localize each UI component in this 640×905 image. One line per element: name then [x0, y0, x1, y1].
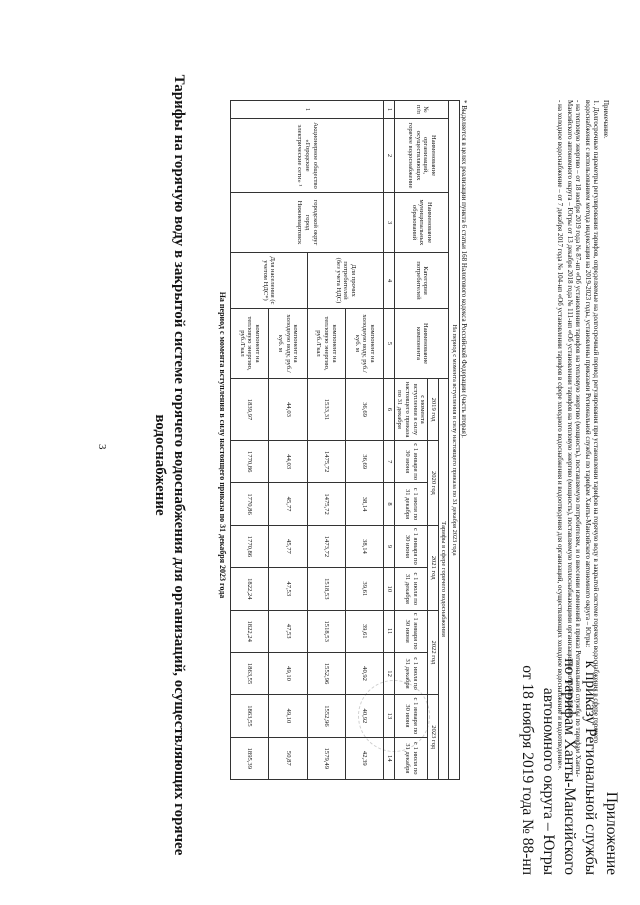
year-2020: 2020 год — [428, 441, 439, 526]
appendix-line: от 18 ноября 2019 года № 88-нп — [519, 665, 536, 875]
header-category: Категория потребителей — [394, 253, 449, 309]
value-cell: 1552,96 — [307, 652, 345, 694]
appendix-line: по тарифам Ханты-Мансийского — [561, 658, 578, 875]
value-cell: 45,77 — [269, 525, 307, 567]
value-cell: 1863,55 — [231, 695, 269, 737]
component: компонент на холодную воду, руб./куб. м — [345, 309, 383, 379]
value-cell: 1533,31 — [307, 379, 345, 441]
notes-block — [554, 100, 610, 780]
value-cell: 1579,49 — [307, 737, 345, 779]
col-num: 12 — [384, 652, 395, 694]
period-cell: с 1 июля по 31 декабря — [394, 652, 427, 694]
col-num: 6 — [384, 379, 395, 441]
value-cell: 1770,86 — [231, 525, 269, 567]
value-cell: 1839,97 — [231, 379, 269, 441]
value-cell: 1475,72 — [307, 441, 345, 483]
col-num: 4 — [384, 253, 395, 309]
category-population: Для населения (с учетом НДС*) — [231, 253, 308, 309]
period-cell: с 1 июля по 31 декабря — [394, 737, 427, 779]
year-2023: 2023 год — [428, 695, 439, 780]
period-cell: с момента вступления в силу настоящего приказа по 31 декабря — [394, 379, 427, 441]
value-cell: 38,14 — [345, 483, 383, 525]
value-cell: 39,61 — [345, 610, 383, 652]
value-cell: 42,39 — [345, 737, 383, 779]
tariff-table-wrap — [230, 100, 460, 780]
col-num: 13 — [384, 695, 395, 737]
value-cell: 1863,55 — [231, 652, 269, 694]
header-mun: Наименование муниципальных образований — [394, 193, 449, 253]
value-cell: 39,61 — [345, 568, 383, 610]
value-cell: 40,92 — [345, 695, 383, 737]
col-num: 9 — [384, 525, 395, 567]
value-cell: 1475,72 — [307, 483, 345, 525]
col-num: 1 — [384, 101, 395, 119]
note-item: - на холодное водоснабжение – от 7 декабря 2017 года № 104-нп «Об установлении тарифов в сфере холодного водоснабжения и водоотведения для организаций, осуществляющих холодное водоснабжение и водоотведение». — [556, 100, 565, 771]
component: компонент на тепловую энергию, руб./Гкал — [231, 309, 269, 379]
org-name: Акционерное общество «Городские электрические сети» ¹ — [231, 119, 384, 193]
value-cell: 36,69 — [345, 379, 383, 441]
value-cell: 38,14 — [345, 525, 383, 567]
value-cell: 1770,86 — [231, 483, 269, 525]
category-other: Для прочих потребителей (без учета НДС) — [307, 253, 384, 309]
value-cell: 1895,39 — [231, 737, 269, 779]
value-cell: 1770,86 — [231, 441, 269, 483]
value-cell: 49,10 — [269, 652, 307, 694]
year-2021: 2021 год — [428, 525, 439, 610]
value-cell: 50,87 — [269, 737, 307, 779]
page-number: 3 — [96, 444, 108, 450]
header-component: Наименование компонента — [394, 309, 449, 379]
col-num: 8 — [384, 483, 395, 525]
col-num: 10 — [384, 568, 395, 610]
value-cell: 47,53 — [269, 610, 307, 652]
period-cell: с 1 января по 30 июня — [394, 610, 427, 652]
notes-heading: Примечание. — [602, 100, 610, 139]
municipality: городской округ город Нижневартовск — [231, 193, 384, 253]
col-num: 5 — [384, 309, 395, 379]
component: компонент на тепловую энергию, руб./Гкал — [307, 309, 345, 379]
year-2019: 2019 год — [428, 379, 439, 441]
value-cell: 40,92 — [345, 652, 383, 694]
period-cell: с 1 января по 30 июня — [394, 695, 427, 737]
value-cell: 1822,24 — [231, 568, 269, 610]
period-cell: с 1 января по 30 июня — [394, 441, 427, 483]
footnote: * Выделяется в целях реализации пункта 6 статьи 168 Налогового кодекса Российской Федерации (часть вторая). — [460, 100, 468, 438]
period-cell: с 1 июля по 31 декабря — [394, 483, 427, 525]
appendix-line: к приказу Региональной службы — [582, 660, 599, 875]
period-header: На период с момента вступления в силу настоящего приказа по 31 декабря 2023 года — [449, 101, 460, 780]
value-cell: 44,03 — [269, 441, 307, 483]
value-cell: 1518,53 — [307, 610, 345, 652]
value-cell: 36,69 — [345, 441, 383, 483]
year-2022: 2022 год — [428, 610, 439, 695]
value-cell: 1822,24 — [231, 610, 269, 652]
value-cell: 44,03 — [269, 379, 307, 441]
tariff-table — [230, 100, 460, 780]
value-cell: 1518,53 — [307, 568, 345, 610]
value-cell: 45,77 — [269, 483, 307, 525]
col-num: 14 — [384, 737, 395, 779]
col-num: 7 — [384, 441, 395, 483]
value-cell: 47,53 — [269, 568, 307, 610]
document-title: Тарифы на горячую воду в закрытой системе горячего водоснабжения для организаций, осуществляющих горячее водоснабжение — [152, 74, 187, 856]
row-num: 1 — [231, 101, 384, 119]
header-num: № п/п — [394, 101, 449, 119]
period-title: На период с момента вступления в силу настоящего приказа по 31 декабря 2023 года — [218, 291, 227, 599]
header-tariffs: Тарифы в сфере горячего водоснабжения — [438, 379, 449, 780]
component: компонент на холодную воду, руб./куб. м — [269, 309, 307, 379]
appendix-line: Приложение — [603, 791, 620, 875]
value-cell: 1473,72 — [307, 525, 345, 567]
col-num: 11 — [384, 610, 395, 652]
table-row — [345, 101, 383, 780]
header-org: Наименование организаций, осуществляющих горячее водоснабжение — [394, 119, 449, 193]
appendix-line: автономного округа – Югры — [540, 687, 557, 875]
period-cell: с 1 июля по 31 декабря — [394, 568, 427, 610]
value-cell: 49,10 — [269, 695, 307, 737]
col-num: 3 — [384, 193, 395, 253]
period-cell: с 1 января по 30 июня — [394, 525, 427, 567]
value-cell: 1552,96 — [307, 695, 345, 737]
note-item: - на тепловую энергию – от 18 ноября 2019 года № 87-нп «Об установлении тарифов на тепловую энергию (мощность), поставляемую потребителям, и о внесении изменений в приказ Региональной службы по тарифам Ханты-Мансийского автономного округа – Югры от 13 декабря 2018 года № 111-нп «Об установлении тарифов на тепловую энергию (мощность), поставляемую теплоснабжающими организациями потребителям»; — [565, 100, 583, 777]
note-item: 1. Долгосрочные параметры регулирования тарифов, определяемые на долгосрочный период регулирования при установлении тарифов на горячую воду в закрытой системе горячего водоснабжения в сфере горячего водоснабжения с использованием метода индексации на 2019-2023 годы, установлены приказами Региональной службы по тарифам Ханты-Мансийского автономного округа – Югры: — [583, 100, 601, 744]
col-num: 2 — [384, 119, 395, 193]
